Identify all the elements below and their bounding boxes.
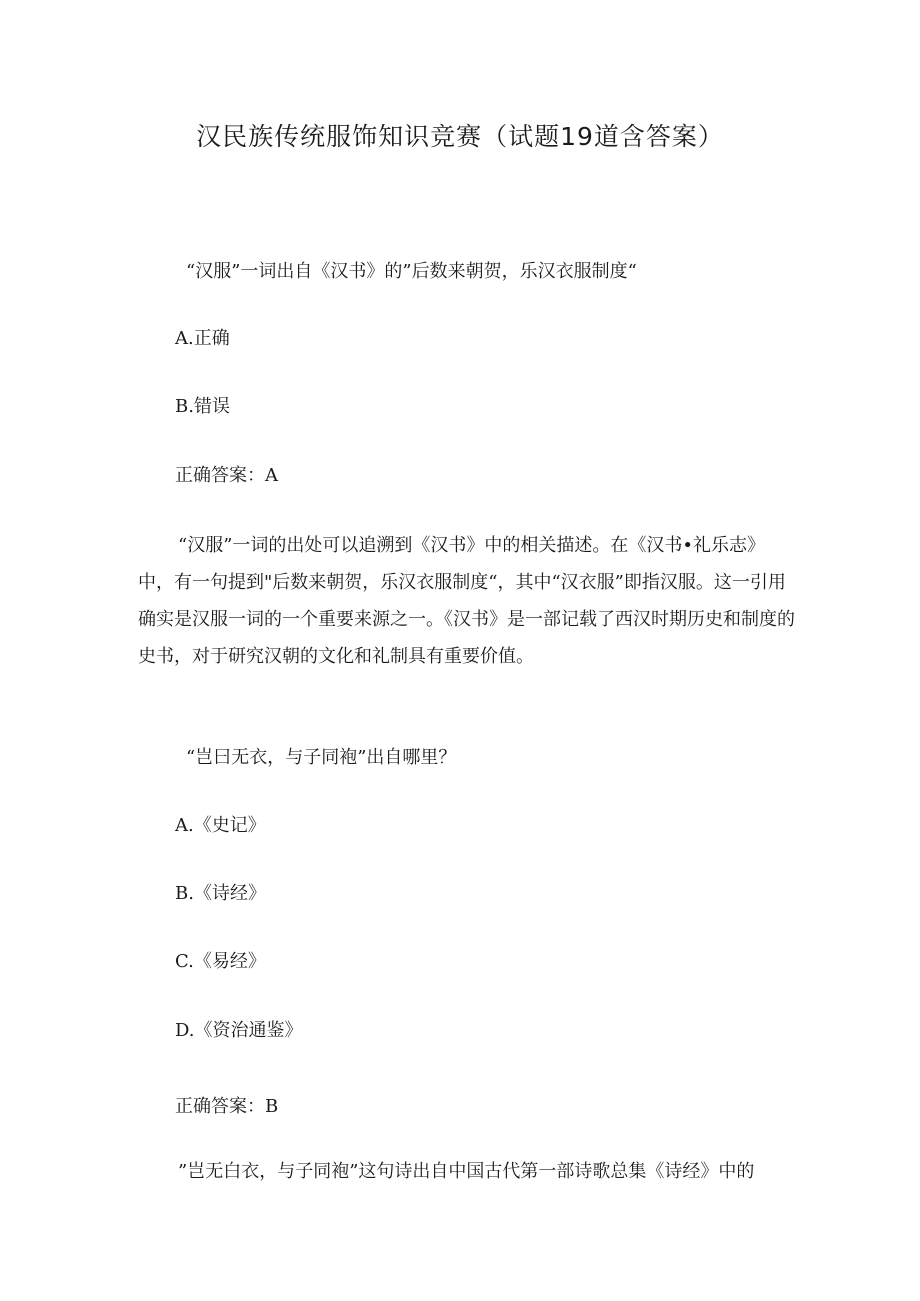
question-1-explanation: “汉服”一词的出处可以追溯到《汉书》中的相关描述。在《汉书•礼乐志》中，有一句提到"后数来朝贺，乐汉衣服制度“，其中“汉衣服”即指汉服。这一引用确实是汉服一词的一个重要来源之一。《汉书》是一部记载了西汉时期历史和制度的史书，对于研究汉朝的文化和礼制具有重要价值。 [138,535,795,667]
document-title: 汉民族传统服饰知识竞赛（试题19道含答案） [196,122,724,151]
question-2-option-a: A.《史记》 [175,815,266,836]
question-1-option-a: A.正确 [175,328,230,349]
question-2-text: “岂曰无衣，与子同袍”出自哪里？ [186,747,457,768]
question-2-answer: 正确答案：B [175,1096,279,1117]
question-1-answer: 正确答案：A [175,465,278,486]
question-1-option-b: B.错误 [175,396,230,417]
question-2-explanation: ”岂无白衣，与子同袍”这句诗出自中国古代第一部诗歌总集《诗经》中的 [178,1161,755,1182]
question-2-option-c: C.《易经》 [175,951,266,972]
question-2-option-b: B.《诗经》 [175,883,266,904]
question-2-option-d: D.《资治通鉴》 [175,1020,303,1041]
question-1-text: “汉服”一词出自《汉书》的”后数来朝贺，乐汉衣服制度“ [186,261,637,282]
